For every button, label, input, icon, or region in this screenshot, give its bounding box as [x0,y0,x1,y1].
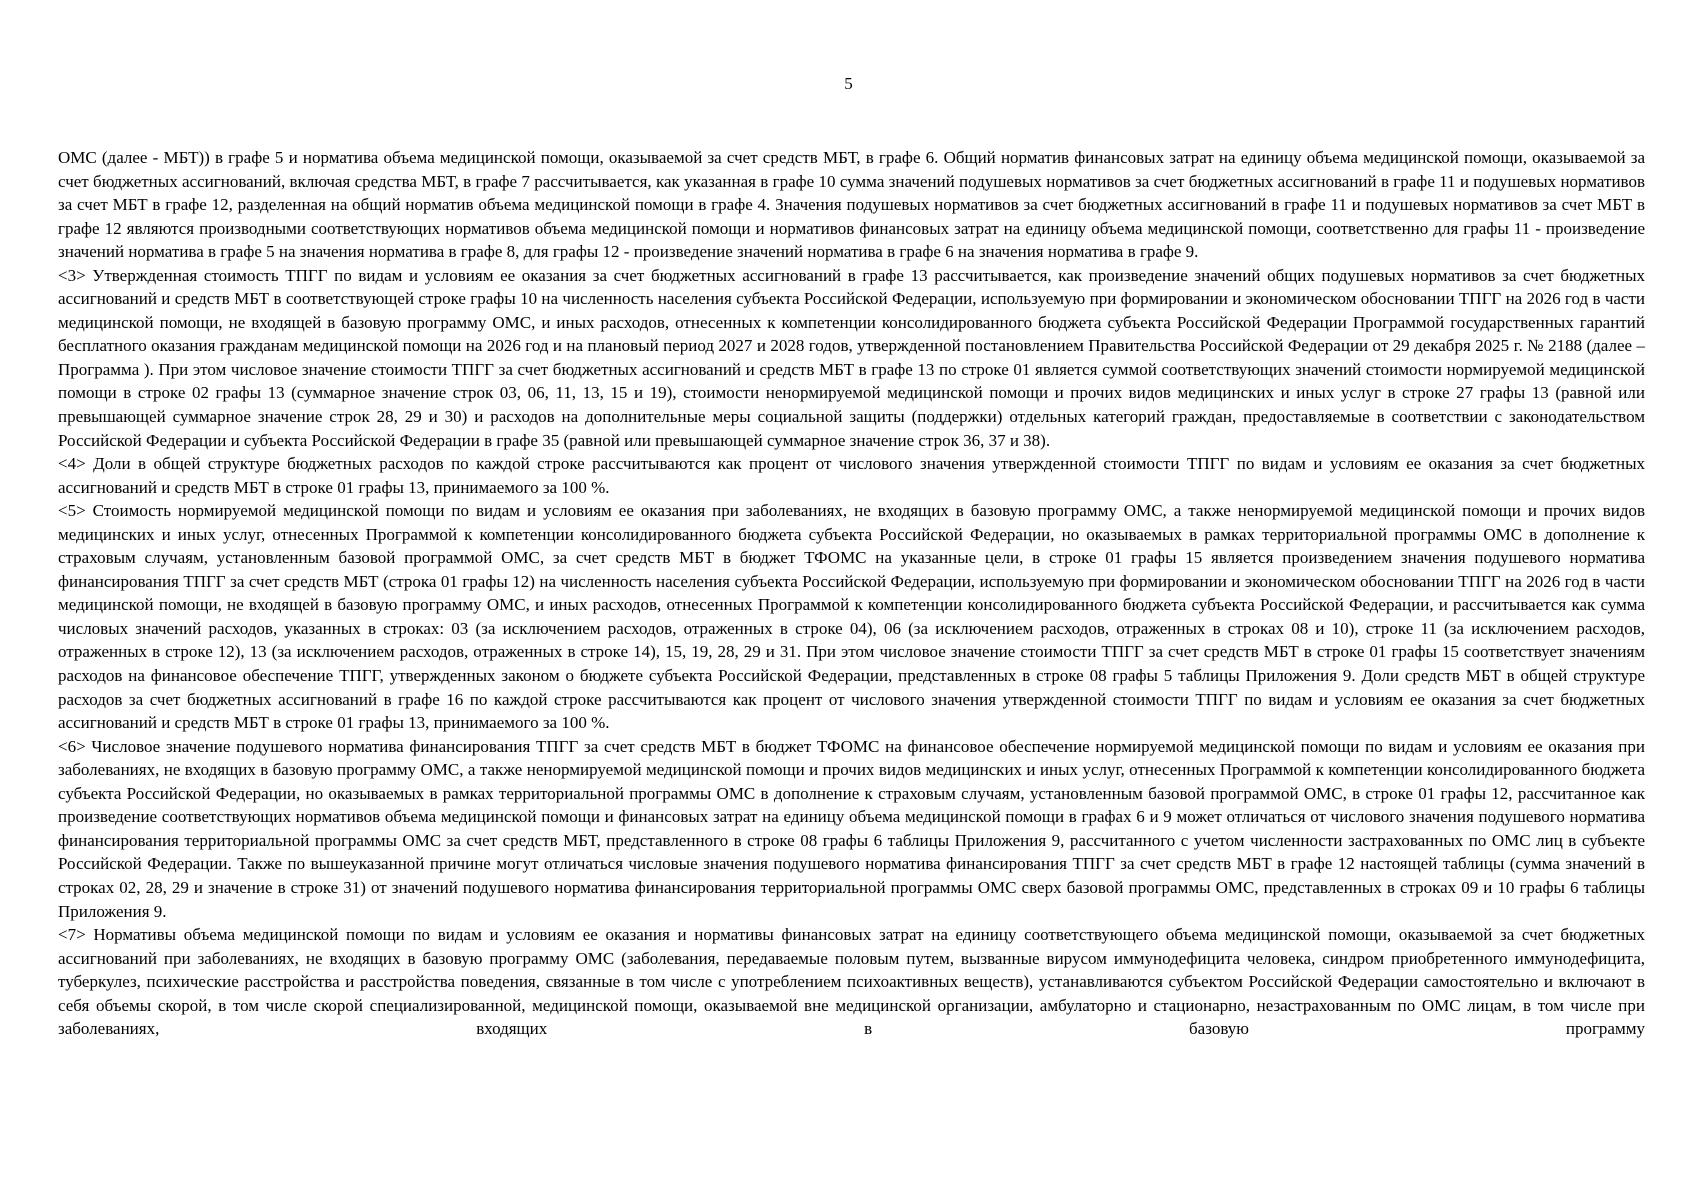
page-number: 5 [844,74,853,93]
footnote-6: <6> Числовое значение подушевого норматива финансирования ТПГГ за счет средств МБТ в бюджет ТФОМС на финансовое обеспечение нормируемой медицинской помощи по видам и условиям ее оказания при заболеваниях, не входящих в базовую программу ОМС, а также ненормируемой медицинской помощи и прочих видов медицинских и иных услуг, отнесенных Программой к компетенции консолидированного бюджета субъекта Российской Федерации, но оказываемых в рамках территориальной программы ОМС в дополнение к страховым случаям, установленным базовой программой ОМС, в строке 01 графы 12, рассчитанное как произведение соответствующих нормативов объема медицинской помощи и финансовых затрат на единицу объема медицинской помощи в графах 6 и 9 может отличаться от числового значения подушевого норматива финансирования территориальной программы ОМС за счет средств МБТ, представленного в строке 08 графы 6 таблицы Приложения 9, рассчитанного с учетом численности застрахованных по ОМС лиц в субъекте Российской Федерации. Также по вышеуказанной причине могут отличаться числовые значения подушевого норматива финансирования ТПГГ за счет средств МБТ в графе 12 настоящей таблицы (сумма значений в строках 02, 28, 29 и значение в строке 31) от значений подушевого норматива финансирования территориальной программы ОМС сверх базовой программы ОМС, представленных в строках 09 и 10 графы 6 таблицы Приложения 9. [58,736,1645,921]
footnote-3: <3> Утвержденная стоимость ТПГГ по видам и условиям ее оказания за счет бюджетных ассигнований в графе 13 рассчитывается, как произведение значений общих подушевых нормативов за счет бюджетных ассигнований и средств МБТ в соответствующей строке графы 10 на численность населения субъекта Российской Федерации, используемую при формировании и экономическом обосновании ТПГГ на 2026 год в части медицинской помощи, не входящей в базовую программу ОМС, и иных расходов, отнесенных к компетенции консолидированного бюджета субъекта Российской Федерации Программой государственных гарантий бесплатного оказания гражданам медицинской помощи на 2026 год и на плановый период 2027 и 2028 годов, утвержденной постановлением Правительства Российской Федерации от 29 декабря 2025 г. № 2188 (далее – Программа ). При этом числовое значение стоимости ТПГГ за счет бюджетных ассигнований и средств МБТ в графе 13 по строке 01 является суммой соответствующих значений стоимости нормируемой медицинской помощи в строке 02 графы 13 (суммарное значение строк 03, 06, 11, 13, 15 и 19), стоимости ненормируемой медицинской помощи и прочих видов медицинских и иных услуг в строке 27 графы 13 (равной или превышающей суммарное значение строк 28, 29 и 30) и расходов на дополнительные меры социальной защиты (поддержки) отдельных категорий граждан, предоставляемые в соответствии с законодательством Российской Федерации и субъекта Российской Федерации в графе 35 (равной или превышающей суммарное значение строк 36, 37 и 38). [58,265,1645,450]
footnote-7: <7> Нормативы объема медицинской помощи по видам и условиям ее оказания и нормативы финансовых затрат на единицу соответствующего объема медицинской помощи, оказываемой за счет бюджетных ассигнований при заболеваниях, не входящих в базовую программу ОМС (заболевания, передаваемые половым путем, вызванные вирусом иммунодефицита человека, синдром приобретенного иммунодефицита, туберкулез, психические расстройства и расстройства поведения, связанные в том числе с употреблением психоактивных веществ), устанавливаются субъектом Российской Федерации самостоятельно и включают в себя объемы скорой, в том числе скорой специализированной, медицинской помощи, оказываемой вне медицинской организации, амбулаторно и стационарно, незастрахованным по ОМС лицам, в том числе при заболеваниях, входящих в базовую программу [58,925,1645,1039]
paragraph-mbt-continuation: ОМС (далее - МБТ)) в графе 5 и норматива объема медицинской помощи, оказываемой за счет средств МБТ, в графе 6. Общий норматив финансовых затрат на единицу объема медицинской помощи, оказываемой за счет бюджетных ассигнований, включая средства МБТ, в графе 7 рассчитывается, как указанная в графе 10 сумма значений подушевых нормативов за счет бюджетных ассигнований в графе 11 и подушевых нормативов за счет МБТ в графе 12, разделенная на общий норматив объема медицинской помощи в графе 4. Значения подушевых нормативов за счет бюджетных ассигнований в графе 11 и подушевых нормативов за счет МБТ в графе 12 являются производными соответствующих нормативов объема медицинской помощи и нормативов финансовых затрат на единицу объема медицинской помощи, соответственно для графы 11 - произведение значений норматива в графе 5 на значения норматива в графе 8, для графы 12 - произведение значений норматива в графе 6 на значения норматива в графе 9. [58,148,1645,262]
footnote-4: <4> Доли в общей структуре бюджетных расходов по каждой строке рассчитываются как процент от числового значения утвержденной стоимости ТПГГ по видам и условиям ее оказания за счет бюджетных ассигнований и средств МБТ в строке 01 графы 13, принимаемого за 100 %. [58,454,1645,497]
footnote-5: <5> Стоимость нормируемой медицинской помощи по видам и условиям ее оказания при заболеваниях, не входящих в базовую программу ОМС, а также ненормируемой медицинской помощи и прочих видов медицинских и иных услуг, отнесенных Программой к компетенции консолидированного бюджета субъекта Российской Федерации, но оказываемых в рамках территориальной программы ОМС в дополнение к страховым случаям, установленным базовой программой ОМС, за счет средств МБТ в бюджет ТФОМС на указанные цели, в строке 01 графы 15 является произведением значения подушевого норматива финансирования ТПГГ за счет средств МБТ (строка 01 графы 12) на численность населения субъекта Российской Федерации, используемую при формировании и экономическом обосновании ТПГГ на 2026 год в части медицинской помощи, не входящей в базовую программу ОМС, и иных расходов, отнесенных Программой к компетенции консолидированного бюджета субъекта Российской Федерации, и рассчитывается как сумма числовых значений расходов, указанных в строках: 03 (за исключением расходов, отраженных в строке 04), 06 (за исключением расходов, отраженных в строках 08 и 10), строке 11 (за исключением расходов, отраженных в строке 12), 13 (за исключением расходов, отраженных в строке 14), 15, 19, 28, 29 и 31. При этом числовое значение стоимости ТПГГ за счет средств МБТ в строке 01 графы 15 соответствует значениям расходов на финансовое обеспечение ТПГГ, утвержденных законом о бюджете субъекта Российской Федерации, представленных в строке 08 графы 5 таблицы Приложения 9. Доли средств МБТ в общей структуре расходов за счет бюджетных ассигнований в графе 16 по каждой строке рассчитываются как процент от числового значения утвержденной стоимости ТПГГ по видам и условиям ее оказания за счет бюджетных ассигнований и средств МБТ в строке 01 графы 13, принимаемого за 100 %. [58,501,1645,733]
document-body [58,146,1645,1041]
